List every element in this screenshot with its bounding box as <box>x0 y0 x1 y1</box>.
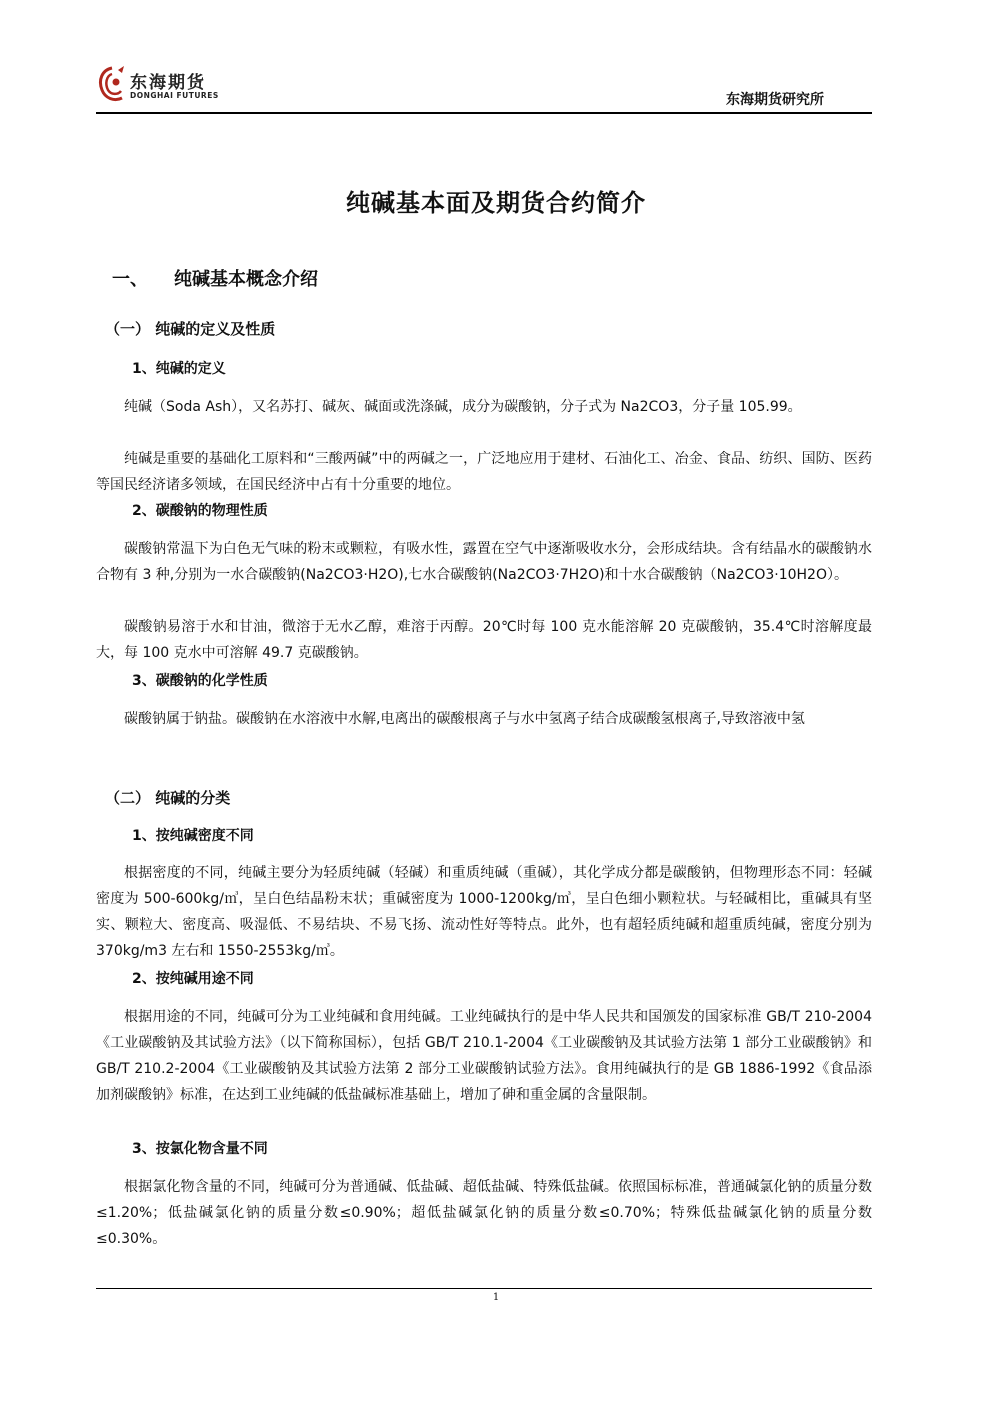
logo-text-cn: 东海期货 <box>130 73 206 93</box>
section-heading-1 <box>112 265 318 291</box>
subsection-heading-1: （一） 纯碱的定义及性质 <box>105 320 276 338</box>
page-number: 1 <box>492 1292 500 1303</box>
paragraph: 根据密度的不同，纯碱主要分为轻质纯碱（轻碱）和重质纯碱（重碱），其化学成分都是碳酸钠，但物理形态不同：轻碱密度为 500-600kg/㎥，呈白色结晶粉末状；重碱密度为 1000-1200kg/㎥，呈白色细小颗粒状。与轻碱相比，重碱具有坚实、颗粒大、密度高、吸湿低、不易结块、不易飞扬、流动性好等特点。此外，也有超轻质纯碱和超重质纯碱，密度分别为 370kg/m3 左右和 1550-2553kg/㎥。 <box>96 865 872 959</box>
section-title: 纯碱基本概念介绍 <box>174 269 318 290</box>
item-heading-chemical: 3、碳酸钠的化学性质 <box>132 673 268 689</box>
paragraph: 根据氯化物含量的不同，纯碱可分为普通碱、低盐碱、超低盐碱、特殊低盐碱。依照国标标准，普通碱氯化钠的质量分数≤1.20%；低盐碱氯化钠的质量分数≤0.90%；超低盐碱氯化钠的质量分数≤0.70%；特殊低盐碱氯化钠的质量分数≤0.30%。 <box>96 1179 872 1247</box>
item-heading-density: 1、按纯碱密度不同 <box>132 828 254 844</box>
paragraph: 纯碱是重要的基础化工原料和“三酸两碱”中的两碱之一，广泛地应用于建材、石油化工、冶金、食品、纺织、国防、医药等国民经济诸多领域，在国民经济中占有十分重要的地位。 <box>96 451 872 493</box>
paragraph: 纯碱（Soda Ash），又名苏打、碱灰、碱面或洗涤碱，成分为碳酸钠，分子式为 Na2CO3，分子量 105.99。 <box>124 399 802 415</box>
item-heading-definition: 1、纯碱的定义 <box>132 361 226 377</box>
item-heading-chloride: 3、按氯化物含量不同 <box>132 1141 268 1157</box>
footer-rule <box>96 1288 872 1289</box>
company-logo <box>96 62 226 108</box>
item-heading-usage: 2、按纯碱用途不同 <box>132 971 254 987</box>
subsection-heading-2: （二） 纯碱的分类 <box>105 789 231 807</box>
logo-text-en: DONGHAI FUTURES <box>130 91 219 100</box>
dragon-logo-icon <box>96 64 128 106</box>
item-heading-physical: 2、碳酸钠的物理性质 <box>132 503 268 519</box>
paragraph: 根据用途的不同，纯碱可分为工业纯碱和食用纯碱。工业纯碱执行的是中华人民共和国颁发的国家标准 GB/T 210-2004《工业碳酸钠及其试验方法》（以下简称国标），包括 GB/T 210.1-2004《工业碳酸钠及其试验方法第 1 部分工业碳酸钠》和 GB/T 210.2-2004《工业碳酸钠及其试验方法第 2 部分工业碳酸钠试验方法》。食用纯碱执行的是 GB 1886-1992《食品添加剂碳酸钠》标准，在达到工业纯碱的低盐碱标准基础上，增加了砷和重金属的含量限制。 <box>96 1009 872 1103</box>
page-header <box>96 62 872 114</box>
header-rule <box>96 112 872 114</box>
institute-name: 东海期货研究所 <box>726 92 824 108</box>
paragraph: 碳酸钠属于钠盐。碳酸钠在水溶液中水解,电离出的碳酸根离子与水中氢离子结合成碳酸氢根离子,导致溶液中氢 <box>124 711 805 727</box>
document-title: 纯碱基本面及期货合约简介 <box>346 189 646 217</box>
paragraph: 碳酸钠常温下为白色无气味的粉末或颗粒，有吸水性，露置在空气中逐渐吸收水分，会形成结块。含有结晶水的碳酸钠水合物有 3 种,分别为一水合碳酸钠(Na2CO3·H2O),七水合碳酸钠(Na2CO3·7H2O)和十水合碳酸钠（Na2CO3·10H2O）。 <box>96 541 872 583</box>
paragraph: 碳酸钠易溶于水和甘油，微溶于无水乙醇，难溶于丙醇。20℃时每 100 克水能溶解 20 克碳酸钠，35.4℃时溶解度最大，每 100 克水中可溶解 49.7 克碳酸钠。 <box>96 619 872 661</box>
section-number: 一、 <box>112 269 148 290</box>
